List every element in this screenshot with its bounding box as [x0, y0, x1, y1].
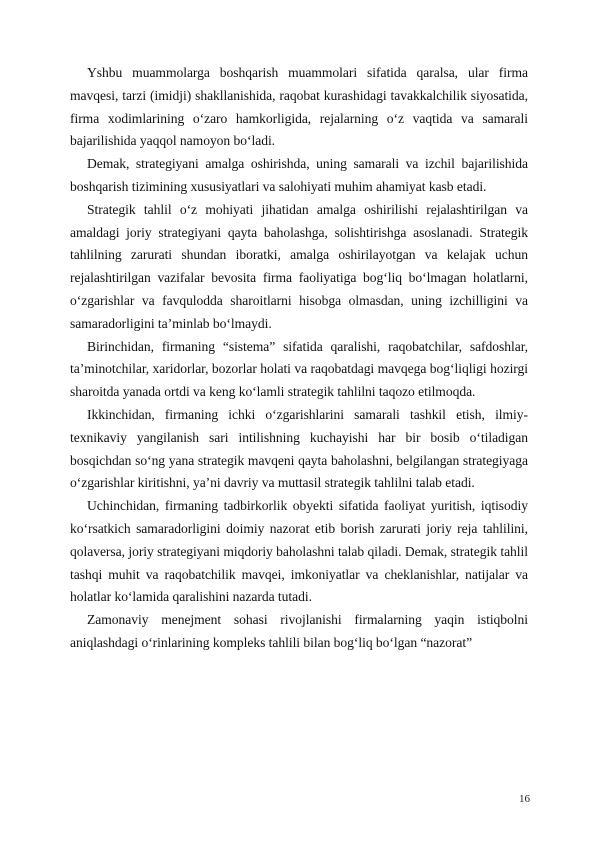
paragraph-2: Demak, strategiyani amalga oshirishda, uning samarali va izchil bajarilishida boshqarish tizimining xususiyatlari va salohiyati muhim ahamiyat kasb etadi.	[70, 156, 528, 194]
paragraph-4: Birinchidan, firmaning “sistema” sifatida qaralishi, raqobatchilar, safdoshlar, ta’minotchilar, xaridorlar, bozorlar holati va raqobatdagi mavqega bog‘liqligi hozirgi sharoitda yanada ortdi va keng ko‘lamli strategik tahlilni taqozo etilmoqda.	[70, 338, 528, 400]
document-body	[70, 62, 528, 655]
paragraph-7: Zamonaviy menejment sohasi rivojlanishi firmalarning yaqin istiqbolni aniqlashdagi o‘rinlarining kompleks tahlili bilan bog‘liq bo‘lgan “nazorat”	[70, 612, 528, 650]
paragraph-5: Ikkinchidan, firmaning ichki o‘zgarishlarini samarali tashkil etish, ilmiy-texnikaviy yangilanish sari intilishning kuchayishi har bir bosib o‘tiladigan bosqichdan so‘ng yana strategik mavqeni qayta baholashni, belgilangan strategiyaga o‘zgarishlar kiritishni, ya’ni davriy va muttasil strategik tahlilni talab etadi.	[70, 406, 528, 491]
paragraph-1: Yshbu muammolarga boshqarish muammolari sifatida qaralsa, ular firma mavqesi, tarzi (imidji) shakllanishida, raqobat kurashidagi tavakkalchilik siyosatida, firma xodimlarining o‘zaro hamkorligida, rejalarning o‘z vaqtida va samarali bajarilishida yaqqol namoyon bo‘ladi.	[70, 65, 528, 149]
page-number: 16	[519, 793, 530, 805]
paragraph-3: Strategik tahlil o‘z mohiyati jihatidan amalga oshirilishi rejalashtirilgan va amaldagi joriy strategiyani qayta baholashga, solishtirishga asoslanadi. Strategik tahlilning zarurati shundan iboratki, amalga oshirilayotgan va kelajak uchun rejalashtirilgan vazifalar bevosita firma faoliyatiga bog‘liq bo‘lmagan holatlarni, o‘zgarishlar va favqulodda sharoitlarni hisobga olmasdan, uning izchilligini va samaradorligini ta’minlab bo‘lmaydi.	[70, 201, 528, 331]
paragraph-6: Uchinchidan, firmaning tadbirkorlik obyekti sifatida faoliyat yuritish, iqtisodiy ko‘rsatkich samaradorligini doimiy nazorat etib borish zarurati joriy reja tahlilini, qolaversa, joriy strategiyani miqdoriy baholashni talab qiladi. Demak, strategik tahlil tashqi muhit va raqobatchilik mavqei, imkoniyatlar va cheklanishlar, natijalar va holatlar ko‘lamida qaralishini nazarda tutadi.	[70, 498, 528, 605]
